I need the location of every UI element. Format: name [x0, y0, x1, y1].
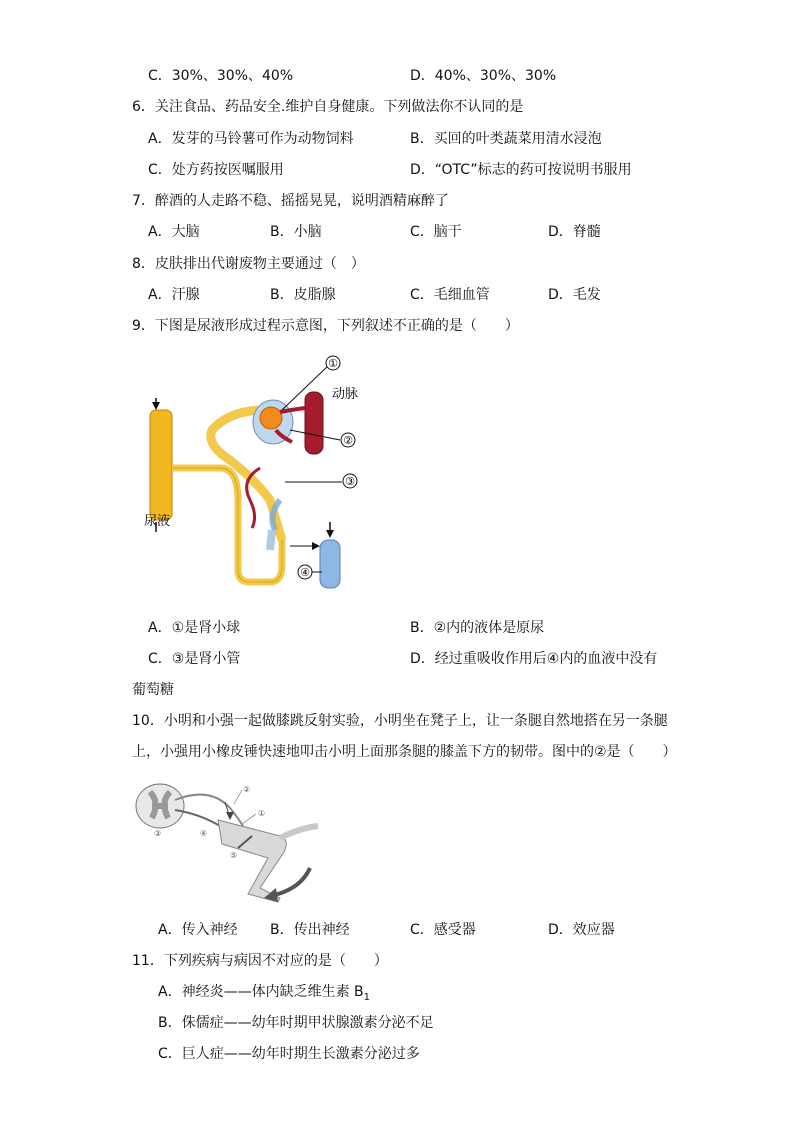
q11-option-c: C．巨人症——幼年时期生长激素分泌过多: [158, 1046, 420, 1062]
label-3: ③: [154, 829, 162, 838]
q6-stem: 6．关注食品、药品安全.维护自身健康。下列做法你不认同的是: [132, 99, 524, 115]
q8-stem: 8．皮肤排出代谢废物主要通过（ ）: [132, 256, 365, 272]
vein: [320, 540, 340, 588]
label-artery: 动脉: [332, 387, 359, 402]
label-urine: 尿液: [144, 514, 171, 529]
q7-option-a: A．大脑: [148, 224, 200, 240]
q10-option-a: A．传入神经: [158, 922, 238, 938]
label-4: ④: [300, 566, 310, 579]
q10-option-b: B．传出神经: [270, 922, 350, 938]
label-2: ②: [343, 434, 353, 447]
q6-option-d: D．“OTC”标志的药可按说明书服用: [410, 162, 632, 178]
q8-option-d: D．毛发: [548, 287, 601, 303]
q11-option-a-subscript: 1: [363, 991, 371, 1003]
label-1: ①: [328, 357, 338, 370]
q8-option-c: C．毛细血管: [410, 287, 490, 303]
collecting-duct: [150, 410, 172, 520]
nephron-tubule: [172, 468, 282, 582]
q5-option-d: D．40%、30%、30%: [410, 68, 557, 84]
q7-option-b: B．小脑: [270, 224, 322, 240]
q9-option-d: D．经过重吸收作用后④内的血液中没有: [410, 651, 658, 667]
q10-stem-line-2: 上，小强用小橡皮锤快速地叩击小明上面那条腿的膝盖下方的韧带。图中的②是（ ）: [132, 744, 677, 760]
label-4: ④: [200, 829, 208, 838]
label-2: ②: [243, 785, 251, 794]
q6-option-a: A．发芽的马铃薯可作为动物饲料: [148, 131, 354, 147]
q8-option-b: B．皮脂腺: [270, 287, 336, 303]
q10-stem-line-1: 10．小明和小强一起做膝跳反射实验，小明坐在凳子上，让一条腿自然地搭在另一条腿: [132, 713, 668, 729]
q9-stem: 9．下图是尿液形成过程示意图，下列叙述不正确的是（ ）: [132, 318, 519, 334]
label-5: ⑤: [230, 851, 238, 860]
label-3: ③: [345, 475, 355, 488]
q9-option-b: B．②内的液体是原尿: [410, 620, 545, 636]
label-1: ①: [258, 809, 266, 818]
q6-option-b: B．买回的叶类蔬菜用清水浸泡: [410, 131, 602, 147]
q10-option-d: D．效应器: [548, 922, 615, 938]
q10-option-c: C．感受器: [410, 922, 476, 938]
q11-stem: 11．下列疾病与病因不对应的是（ ）: [132, 953, 388, 969]
urine-formation-diagram: [140, 350, 380, 590]
q11-option-a-text: A．神经炎——体内缺乏维生素 B: [158, 984, 364, 1000]
q8-option-a: A．汗腺: [148, 287, 200, 303]
knee-jerk-reflex-diagram: [130, 778, 330, 903]
q11-option-b: B．侏儒症——幼年时期甲状腺激素分泌不足: [158, 1015, 434, 1031]
q7-stem: 7．醉酒的人走路不稳、摇摇晃晃，说明酒精麻醉了: [132, 193, 449, 209]
q6-option-c: C．处方药按医嘱服用: [148, 162, 284, 178]
glomerulus: [260, 407, 282, 429]
q9-option-d-continued: 葡萄糖: [132, 682, 174, 698]
q7-option-d: D．脊髓: [548, 224, 601, 240]
q5-option-c: C．30%、30%、40%: [148, 68, 294, 84]
q9-option-c: C．③是肾小管: [148, 651, 241, 667]
artery: [305, 392, 323, 454]
q9-option-a: A．①是肾小球: [148, 620, 241, 636]
q11-option-a: [158, 982, 370, 1008]
q7-option-c: C．脑干: [410, 224, 462, 240]
